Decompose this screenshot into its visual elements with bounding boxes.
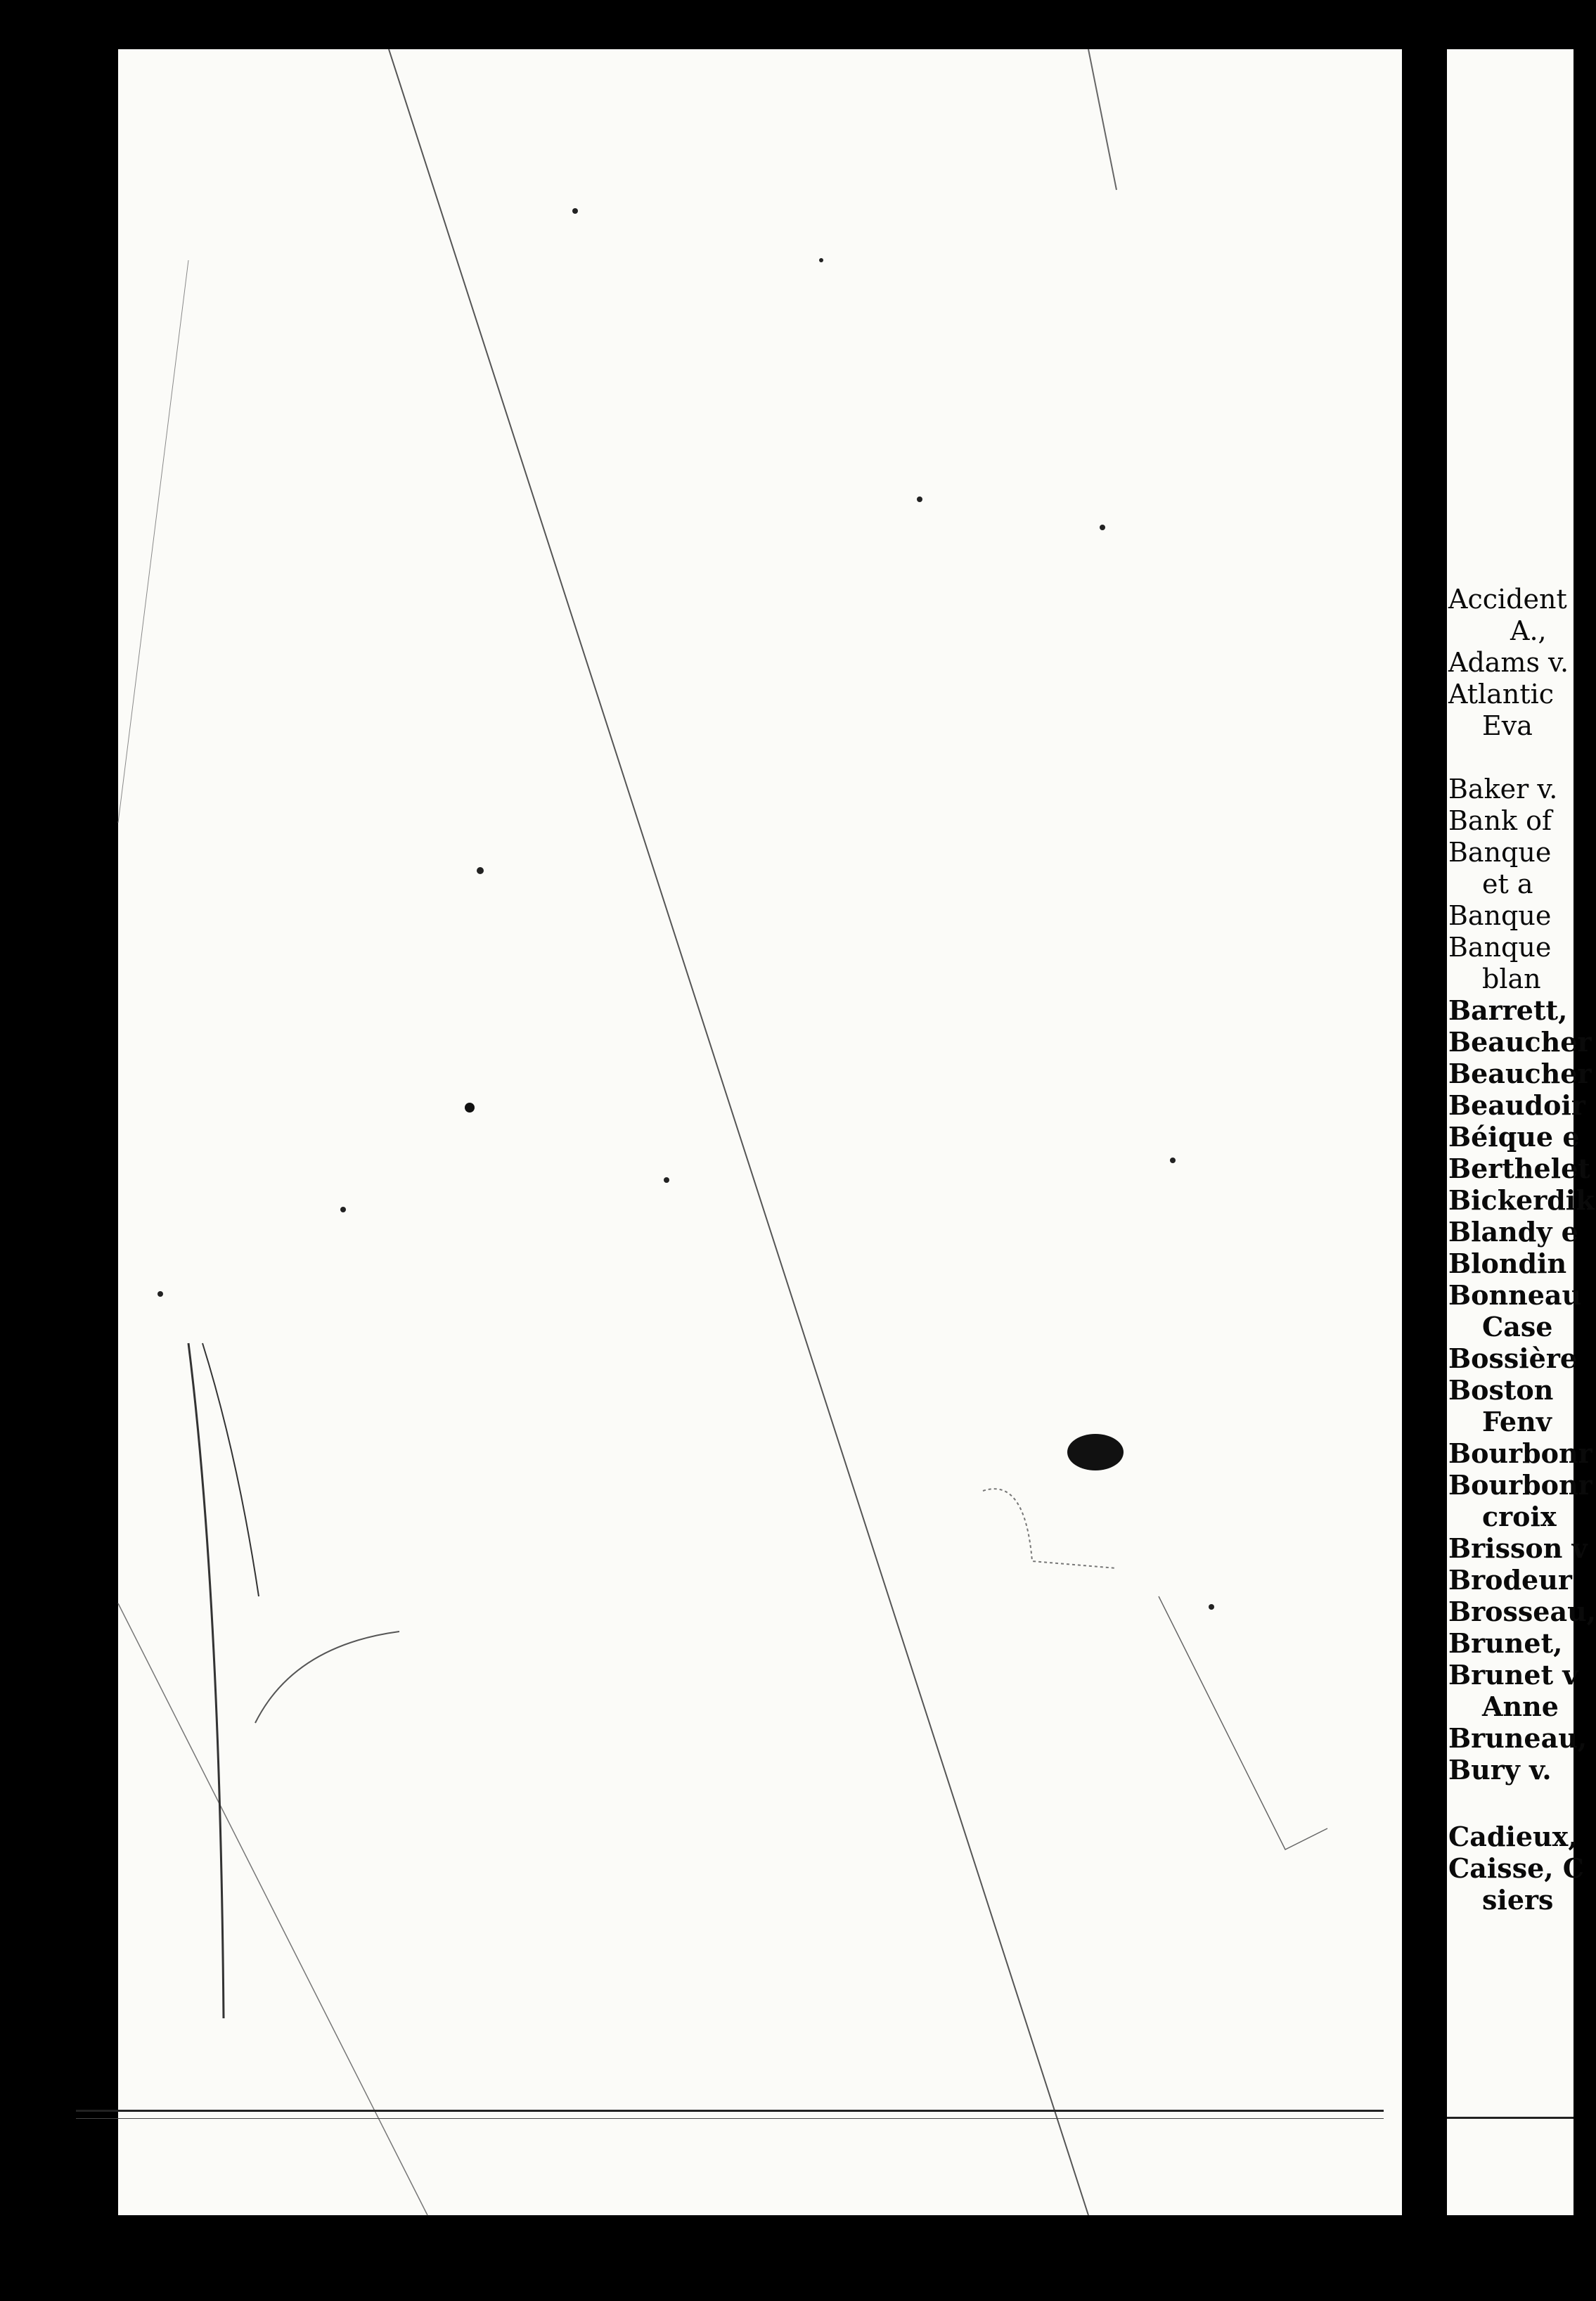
index-entry: Fenv bbox=[1482, 1406, 1552, 1437]
index-entry: Case bbox=[1482, 1311, 1553, 1342]
index-entry: Cadieux, bbox=[1448, 1821, 1578, 1852]
bottom-rule-left-2 bbox=[76, 2118, 1384, 2119]
index-entry: Bonneau bbox=[1448, 1279, 1582, 1311]
index-entry: Anne bbox=[1482, 1691, 1559, 1722]
index-entry: Bourbonr bbox=[1448, 1437, 1592, 1469]
page-gutter bbox=[1402, 42, 1447, 2229]
index-entry: Atlantic bbox=[1448, 679, 1555, 710]
index-entry: A., bbox=[1510, 615, 1547, 646]
index-entry: Bourbonr bbox=[1448, 1469, 1592, 1501]
index-entry: Brosseau, bbox=[1448, 1596, 1596, 1627]
index-entry: Blandy e bbox=[1448, 1216, 1578, 1248]
index-entry: Eva bbox=[1482, 710, 1533, 741]
index-entry: Adams v. bbox=[1448, 647, 1569, 678]
index-entry: Accident bbox=[1448, 584, 1567, 615]
index-entry: Bruneau, bbox=[1448, 1722, 1588, 1754]
index-entry: Beaudoir bbox=[1448, 1089, 1585, 1121]
index-entry: Brunet, bbox=[1448, 1627, 1563, 1659]
index-entry: Brodeur bbox=[1448, 1564, 1572, 1596]
index-entry: Banque bbox=[1448, 837, 1552, 868]
index-entry: Béique e bbox=[1448, 1121, 1580, 1153]
left-blank-page bbox=[118, 49, 1402, 2215]
index-entry: Blondin bbox=[1448, 1248, 1567, 1279]
index-entry: Boston bbox=[1448, 1374, 1554, 1406]
index-entry: Bury v. bbox=[1448, 1754, 1552, 1786]
index-entry: Banque bbox=[1448, 900, 1552, 931]
index-entry: Brunet v bbox=[1448, 1659, 1578, 1691]
index-entry: blan bbox=[1482, 963, 1541, 994]
index-entry: croix bbox=[1482, 1501, 1557, 1532]
index-entry: Bickerdik bbox=[1448, 1184, 1595, 1216]
scan-artifacts-left bbox=[118, 49, 1402, 2215]
index-entry: Banque bbox=[1448, 932, 1552, 963]
bottom-rule-left bbox=[76, 2110, 1384, 2112]
bottom-rule-right bbox=[1447, 2117, 1574, 2119]
right-index-page bbox=[1447, 49, 1596, 2215]
index-entry: Baker v. bbox=[1448, 774, 1558, 805]
index-entry: Caisse, C bbox=[1448, 1852, 1584, 1884]
index-entry: Bossière bbox=[1448, 1342, 1578, 1374]
index-entry: Berthelet bbox=[1448, 1153, 1590, 1184]
index-entry: Beaucher bbox=[1448, 1058, 1592, 1089]
index-entry: siers bbox=[1482, 1884, 1554, 1916]
index-entry: Bank of bbox=[1448, 805, 1552, 836]
index-entry: et a bbox=[1482, 869, 1533, 899]
index-entry: Barrett, bbox=[1448, 994, 1568, 1026]
index-entry: Beaucher bbox=[1448, 1026, 1592, 1058]
index-entry: Brisson v bbox=[1448, 1532, 1588, 1564]
